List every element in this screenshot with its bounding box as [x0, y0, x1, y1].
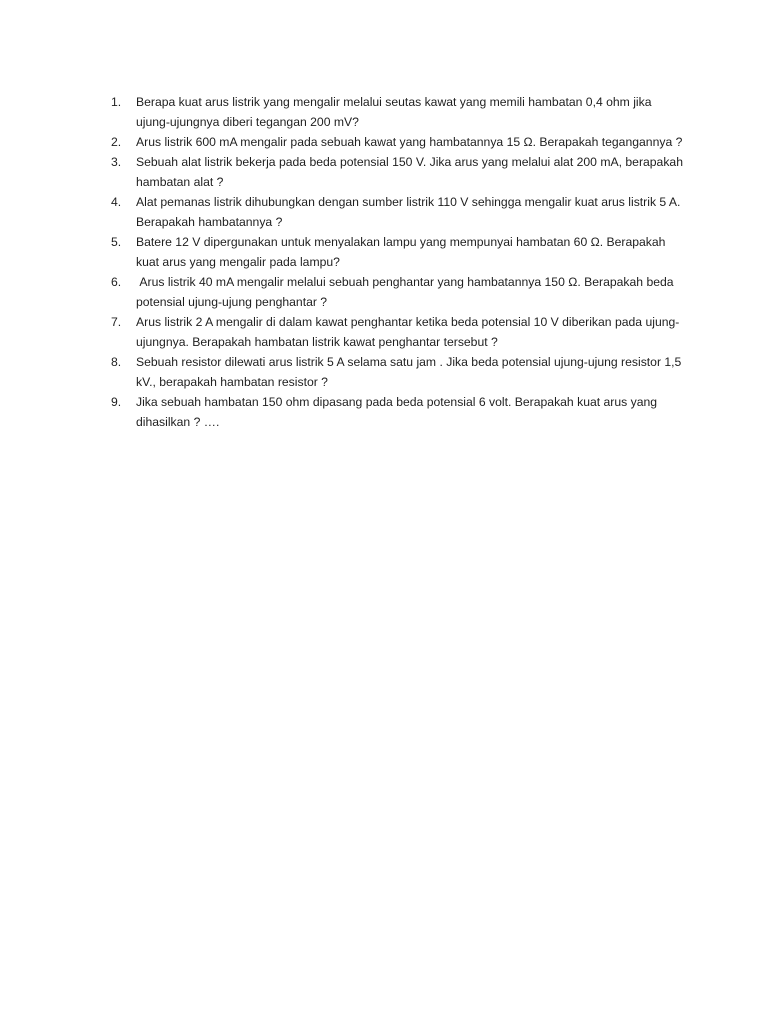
question-text: Sebuah resistor dilewati arus listrik 5 A selama satu jam . Jika beda potensial ujung-ujung resistor 1,5 kV., berapakah hambatan resistor ? [136, 355, 685, 389]
question-text: Jika sebuah hambatan 150 ohm dipasang pada beda potensial 6 volt. Berapakah kuat arus yang dihasilkan ? …. [136, 395, 661, 429]
question-text: Arus listrik 2 A mengalir di dalam kawat penghantar ketika beda potensial 10 V diberikan pada ujung-ujungnya. Berapakah hambatan listrik kawat penghantar tersebut ? [136, 315, 680, 349]
question-number: 7. [111, 315, 122, 329]
question-text: Arus listrik 600 mA mengalir pada sebuah kawat yang hambatannya 15 Ω. Berapakah tegangannya ? [136, 135, 683, 149]
question-text: Arus listrik 40 mA mengalir melalui sebuah penghantar yang hambatannya 150 Ω. Berapakah beda potensial ujung-ujung penghantar ? [136, 275, 677, 309]
question-number: 1. [111, 95, 122, 109]
question-text: Sebuah alat listrik bekerja pada beda potensial 150 V. Jika arus yang melalui alat 200 mA, berapakah hambatan alat ? [136, 155, 687, 189]
question-item [111, 92, 686, 132]
question-item [111, 312, 686, 352]
question-list [111, 92, 686, 432]
question-number: 8. [111, 355, 122, 369]
question-text: Batere 12 V dipergunakan untuk menyalakan lampu yang mempunyai hambatan 60 Ω. Berapakah kuat arus yang mengalir pada lampu? [136, 235, 669, 269]
question-number: 5. [111, 235, 122, 249]
question-number: 3. [111, 155, 122, 169]
question-number: 9. [111, 395, 122, 409]
question-item [111, 232, 686, 272]
question-item [111, 392, 686, 432]
question-item [111, 152, 686, 192]
question-number: 2. [111, 135, 122, 149]
question-text: Alat pemanas listrik dihubungkan dengan sumber listrik 110 V sehingga mengalir kuat arus listrik 5 A. Berapakah hambatannya ? [136, 195, 684, 229]
question-item [111, 192, 686, 232]
question-text: Berapa kuat arus listrik yang mengalir melalui seutas kawat yang memili hambatan 0,4 ohm jika ujung-ujungnya diberi tegangan 200 mV? [136, 95, 655, 129]
question-number: 6. [111, 275, 122, 289]
question-item [111, 272, 686, 312]
question-item [111, 132, 686, 152]
question-number: 4. [111, 195, 122, 209]
question-item [111, 352, 686, 392]
